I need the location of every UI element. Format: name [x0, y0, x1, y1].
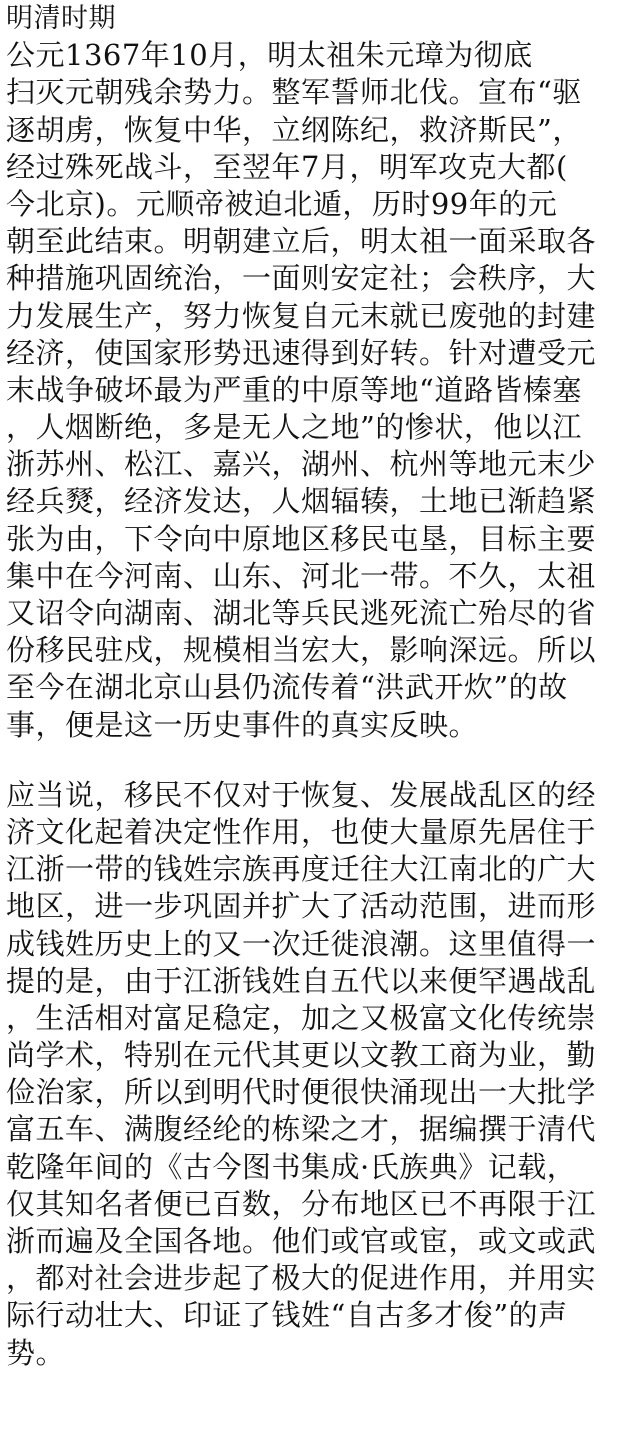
text-line: 份移民驻戍，规模相当宏大，影响深远。所以 — [6, 633, 597, 668]
text-line: 公元1367年10月，明太祖朱元璋为彻底 — [6, 38, 533, 73]
text-line: 经过殊死战斗，至翌年7月，明军攻克大都( — [6, 149, 568, 184]
text-line: 尚学术，特别在元代其更以文教工商为业，勤 — [6, 1038, 597, 1073]
text-line: 今北京)。元顺帝被迫北遁，历时99年的元 — [6, 186, 558, 221]
text-line: ，都对社会进步起了极大的促进作用，并用实 — [6, 1261, 597, 1296]
text-line: ，生活相对富足稳定，加之又极富文化传统崇 — [6, 1000, 597, 1035]
text-line: 集中在今河南、山东、河北一带。不久，太祖 — [6, 558, 597, 593]
text-line: 济文化起着决定性作用，也使大量原先居住于 — [6, 814, 597, 849]
text-line: 富五车、满腹经纶的栋梁之才，据编撰于清代 — [6, 1112, 597, 1147]
text-line: 事，便是这一历史事件的真实反映。 — [6, 707, 479, 742]
text-line: 扫灭元朝残余势力。整军誓师北伐。宣布“驱 — [6, 75, 582, 110]
text-line: 势。 — [6, 1335, 66, 1370]
text-line: 应当说，移民不仅对于恢复、发展战乱区的经 — [6, 777, 597, 812]
paragraph-2 — [6, 777, 634, 1372]
text-line: 种措施巩固统治，一面则安定社；会秩序，大 — [6, 261, 597, 296]
text-line: 朝至此结束。明朝建立后，明太祖一面采取各 — [6, 224, 597, 259]
text-line: 张为由，下令向中原地区移民屯垦，目标主要 — [6, 521, 597, 556]
text-line: 力发展生产，努力恢复自元末就已废弛的封建 — [6, 298, 597, 333]
document-page — [6, 0, 634, 1372]
text-line: 乾隆年间的《古今图书集成·氏族典》记载， — [6, 1149, 577, 1184]
text-line: ，人烟断绝，多是无人之地”的惨状，他以江 — [6, 410, 582, 445]
text-line: 又诏令向湖南、湖北等兵民逃死流亡殆尽的省 — [6, 596, 597, 630]
text-line: 浙而遍及全国各地。他们或官或宦，或文或武 — [6, 1224, 597, 1258]
text-line: 俭治家，所以到明代时便很快涌现出一大批学 — [6, 1075, 597, 1110]
document-title: 明清时期 — [6, 3, 116, 34]
text-line: 地区，进一步巩固并扩大了活动范围，进而形 — [6, 889, 597, 924]
text-line: 成钱姓历史上的又一次迁徙浪潮。这里值得一 — [6, 926, 597, 961]
paragraph-1 — [6, 37, 634, 744]
text-line: 江浙一带的钱姓宗族再度迁往大江南北的广大 — [6, 852, 597, 887]
text-line: 经兵燹，经济发达，人烟辐辏，土地已渐趋紧 — [6, 484, 597, 519]
text-line: 际行动壮大、印证了钱姓“自古多才俊”的声 — [6, 1298, 568, 1333]
text-line: 提的是，由于江浙钱姓自五代以来便罕遇战乱 — [6, 963, 597, 998]
text-line: 经济，使国家形势迅速得到好转。针对遭受元 — [6, 335, 597, 370]
text-line: 仅其知名者便已百数，分布地区已不再限于江 — [6, 1186, 597, 1221]
text-line: 逐胡虏，恢复中华，立纲陈纪，救济斯民”， — [6, 112, 582, 147]
text-line: 浙苏州、松江、嘉兴，湖州、杭州等地元末少 — [6, 447, 597, 482]
text-line: 至今在湖北京山县仍流传着“洪武开炊”的故 — [6, 670, 568, 705]
paragraph-gap — [6, 744, 634, 777]
text-line: 末战争破坏最为严重的中原等地“道路皆榛塞 — [6, 372, 582, 407]
